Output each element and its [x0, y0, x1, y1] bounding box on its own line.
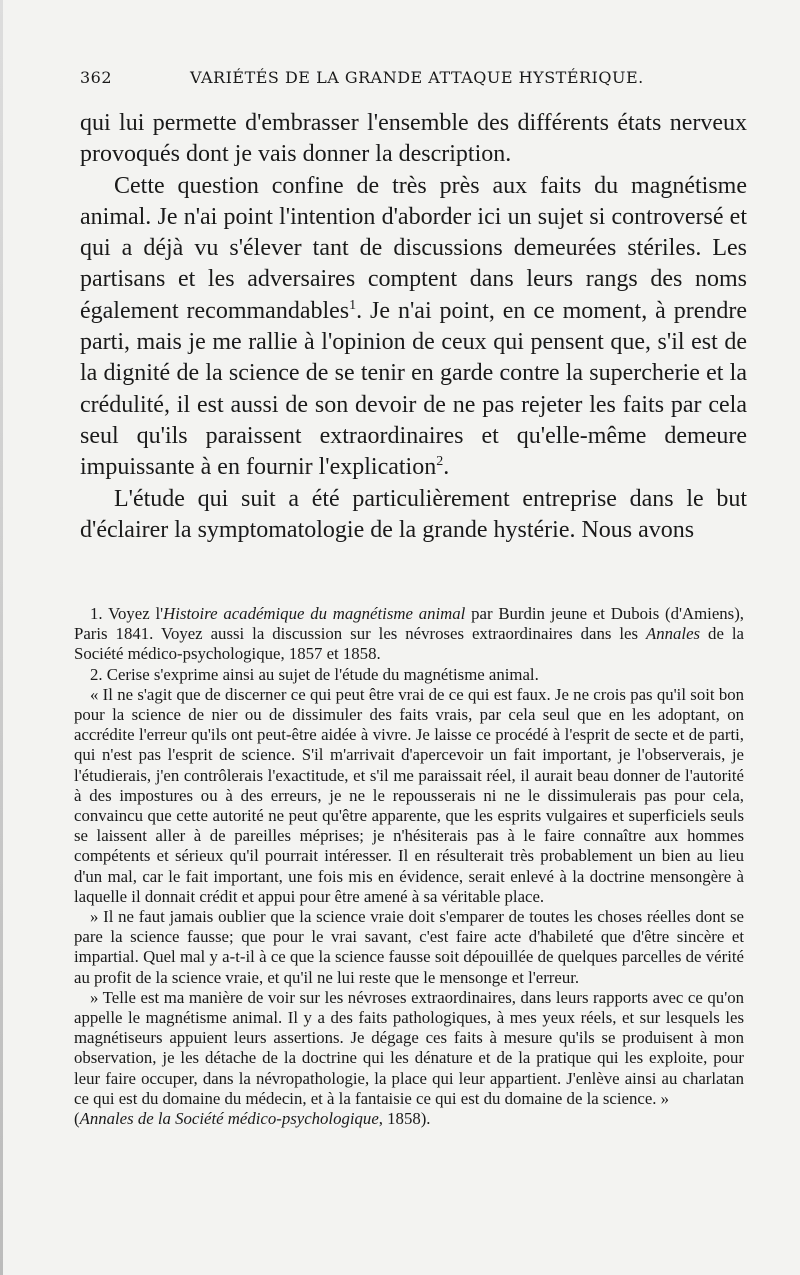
footnote-1-annales: Annales: [645, 624, 701, 644]
source-close: , 1858).: [378, 1109, 431, 1129]
footnotes: [74, 604, 744, 1129]
footnote-quote-3: » Telle est ma manière de voir sur les névroses extraordinaires, dans leurs rapports avec ce qu'on appelle le magnétisme animal. Il y a des faits pathologiques, à mes yeux réels, et sur lesquels les magnétiseurs appuient leurs assertions. Je dégage ces faits à mesure qu'ils se produisent à mon observation, je les détache de la doctrine qui les dénature et de la pratique qui les exploite, pour leur faire occuper, dans la névropathologie, la place qui leur appartient. J'enlève ainsi au charlatan ce qui est du domaine du médecin, et à la fantaisie ce qui est du domaine de la science. »: [74, 987, 744, 1108]
footnote-1-text-c: de la Société médico-psychologique, 1857 et 1858.: [74, 624, 744, 664]
paragraph-2-text-b: . Je n'ai point, en ce moment, à prendre parti, mais je me rallie à l'opinion de ceux qui pensent que, s'il est de la dignité de la science de se tenir en garde contre la supercherie et la crédulité, il est aussi de son devoir de ne pas rejeter les faits par cela seul qu'ils paraissent extraordinaires et qu'elle-même demeure impuissante à en fournir l'explication: [80, 297, 748, 481]
footnote-quote-2: » Il ne faut jamais oublier que la science vraie doit s'emparer de toutes les choses réelles dont se pare la science fausse; que pour le vrai savant, c'est faire acte d'habileté que d'être sincère et impartial. Quel mal y a-t-il à ce que la science fausse soit dépouillée de quelques parcelles de vérité au profit de la science vraie, et qu'il ne lui reste que le mensonge et l'erreur.: [74, 907, 744, 987]
paragraph-2: [80, 171, 747, 484]
source-title: Annales de la Société médico-psychologique: [79, 1109, 379, 1129]
paragraph-2-text-c: .: [443, 454, 450, 481]
paragraph-2-text-a: Cette question confine de très près aux faits du magnétisme animal. Je n'ai point l'intention d'aborder ici un sujet si controversé et qui a déjà vu s'élever tant de discussions demeurées stériles. Les partisans et les adversaires comptent dans leurs rangs des noms également recommandables: [80, 172, 747, 324]
source-open: (: [74, 1109, 80, 1129]
footnote-1-title: Histoire académique du magnétisme animal: [163, 604, 466, 623]
footnote-1-text-a: 1. Voyez l': [90, 604, 164, 623]
footnote-source: [74, 1109, 744, 1129]
footnote-2: 2. Cerise s'exprime ainsi au sujet de l'étude du magnétisme animal.: [90, 664, 539, 684]
running-title: VARIÉTÉS DE LA GRANDE ATTAQUE HYSTÉRIQUE.: [190, 68, 644, 87]
page-edge: [0, 0, 3, 1275]
footnote-1-text-b: par Burdin jeune et Dubois (d'Amiens), Paris 1841. Voyez aussi la discussion sur les névroses extraordinaires dans les: [74, 604, 744, 644]
footnote-ref-1: 1: [349, 297, 357, 313]
footnote-1: [74, 604, 744, 665]
page-number: 362: [80, 68, 113, 87]
paragraph-3: L'étude qui suit a été particulièrement entreprise dans le but d'éclairer la symptomatologie de la grande hystérie. Nous avons: [80, 485, 747, 543]
paragraph-1: qui lui permette d'embrasser l'ensemble des différents états nerveux provoqués dont je vais donner la description.: [80, 110, 747, 168]
main-text: [80, 108, 747, 546]
footnote-quote-1: « Il ne s'agit que de discerner ce qui peut être vrai de ce qui est faux. Je ne crois pas qu'il soit bon pour la science de nier ou de dissimuler des faits vrais, par cela seul que en les adoptant, on accrédite l'erreur qu'ils ont peut-être aidée à vivre. Je laisse ce procédé à l'esprit de secte et de parti, qui n'est pas l'esprit de science. S'il m'arrivait d'apercevoir un fait important, je l'observerais, je l'étudierais, j'en contrôlerais l'exactitude, et s'il me paraissait réel, il aurait beau donner de l'autorité à des impostures ou à des erreurs, je ne le repousserais ni ne le dissimulerais pas pour cela, convaincu que cette autorité ne peut qu'être apparente, que les esprits vulgaires et superficiels seuls se laissent aller à de pareilles méprises; je n'hésiterais pas à le faire connaître aux hommes compétents et sérieux qu'il pourrait intéresser. Il en résulterait très probablement un bien au lieu d'un mal, car le fait important, une fois mis en évidence, serait enlevé à la doctrine mensongère à laquelle il donnait crédit et appui pour être amené à sa véritable place.: [74, 684, 744, 906]
footnote-ref-2: 2: [436, 454, 444, 470]
